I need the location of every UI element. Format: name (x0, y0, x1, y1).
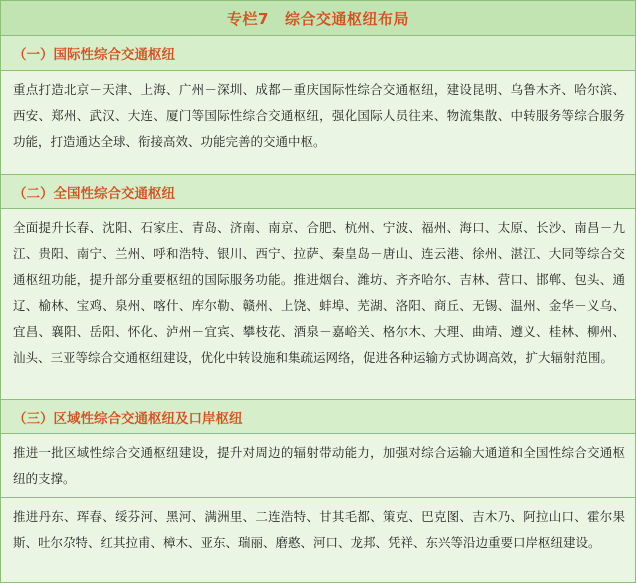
box-title: 综合交通枢纽布局 (284, 9, 409, 28)
paragraph: 重点打造北京－天津、上海、广州－深圳、成都－重庆国际性综合交通枢纽，建设昆明、乌鲁木齐、哈尔滨、西安、郑州、武汉、大连、厦门等国际性综合交通枢纽，强化国际人员往来、物流集散、中转服务等综合服务功能，打造通达全球、衔接高效、功能完善的交通中枢。 (13, 82, 625, 149)
paragraph: 推进一批区域性综合交通枢纽建设，提升对周边的辐射带动能力，加强对综合运输大通道和全国性综合交通枢纽的支撑。 (13, 445, 625, 486)
section-body-ports (1, 498, 635, 582)
paragraph: 推进丹东、珲春、绥芬河、黑河、满洲里、二连浩特、甘其毛都、策克、巴克图、吉木乃、阿拉山口、霍尔果斯、吐尔尕特、红其拉甫、樟木、亚东、瑞丽、磨憨、河口、龙邦、凭祥、东兴等沿边重要口岸枢纽建设。 (13, 509, 625, 550)
section-body-regional (1, 434, 635, 498)
section-body-international (1, 71, 635, 175)
paragraph: 全面提升长春、沈阳、石家庄、青岛、济南、南京、合肥、杭州、宁波、福州、海口、太原、长沙、南昌－九江、贵阳、南宁、兰州、呼和浩特、银川、西宁、拉萨、秦皇岛－唐山、连云港、徐州、湛江、大同等综合交通枢纽功能，提升部分重要枢纽的国际服务功能。推进烟台、潍坊、齐齐哈尔、吉林、营口、邯郸、包头、通辽、榆林、宝鸡、泉州、喀什、库尔勒、赣州、上饶、蚌埠、芜湖、洛阳、商丘、无锡、温州、金华－义乌、宜昌、襄阳、岳阳、怀化、泸州－宜宾、攀枝花、酒泉－嘉峪关、格尔木、大理、曲靖、遵义、桂林、柳州、汕头、三亚等综合交通枢纽建设，优化中转设施和集疏运网络，促进各种运输方式协调高效，扩大辐射范围。 (13, 220, 625, 365)
section-heading-regional: （三）区域性综合交通枢纽及口岸枢纽 (1, 400, 635, 434)
box-title-bar (1, 1, 635, 36)
box-label: 专栏7 (227, 9, 269, 28)
section-heading-national: （二）全国性综合交通枢纽 (1, 175, 635, 209)
section-body-national (1, 209, 635, 400)
section-heading-international: （一）国际性综合交通枢纽 (1, 36, 635, 71)
